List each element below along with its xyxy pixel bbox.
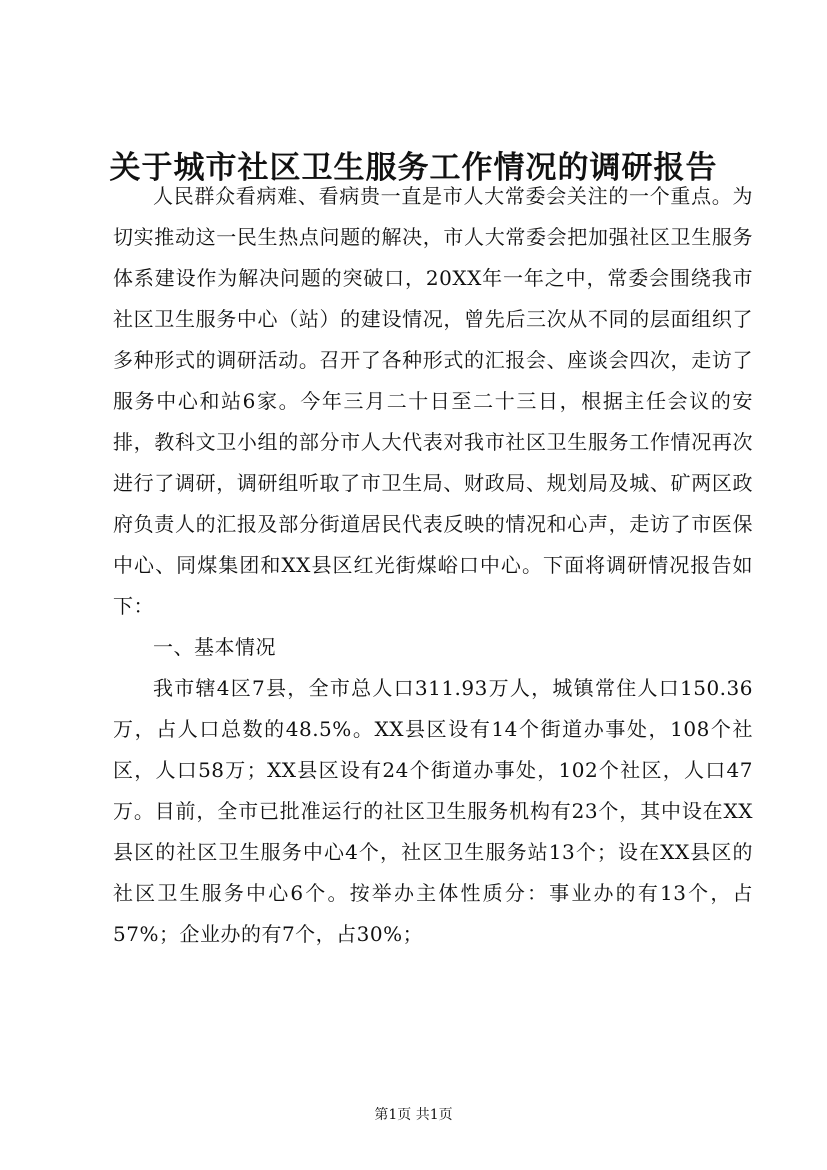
page-title: 关于城市社区卫生服务工作情况的调研报告	[109, 150, 718, 186]
page-indicator: 第1页 共1页	[374, 1107, 453, 1123]
paragraph-basic-situation: 我市辖4区7县，全市总人口311.93万人，城镇常住人口150.36万，占人口总数的48.5%。XX县区设有14个街道办事处，108个社区，人口58万；XX县区设有24个街道办事处，102个社区，人口47万。目前，全市已批准运行的社区卫生服务机构有23个，其中设在XX县区的社区卫生服务中心4个，社区卫生服务站13个；设在XX县区的社区卫生服务中心6个。按举办主体性质分：事业办的有13个，占57%；企业办的有7个，占30%；	[113, 676, 753, 946]
paragraph-intro: 人民群众看病难、看病贵一直是市人大常委会关注的一个重点。为切实推动这一民生热点问题的解决，市人大常委会把加强社区卫生服务体系建设作为解决问题的突破口，20XX年一年之中，常委会围绕我市社区卫生服务中心（站）的建设情况，曾先后三次从不同的层面组织了多种形式的调研活动。召开了各种形式的汇报会、座谈会四次，走访了服务中心和站6家。今年三月二十日至二十三日，根据主任会议的安排，教科文卫小组的部分市人大代表对我市社区卫生服务工作情况再次进行了调研，调研组听取了市卫生局、财政局、规划局及城、矿两区政府负责人的汇报及部分街道居民代表反映的情况和心声，走访了市医保中心、同煤集团和XX县区红光街煤峪口中心。下面将调研情况报告如下：	[113, 184, 753, 618]
document-body	[113, 176, 753, 955]
section-heading-basic-situation: 一、基本情况	[153, 635, 276, 659]
